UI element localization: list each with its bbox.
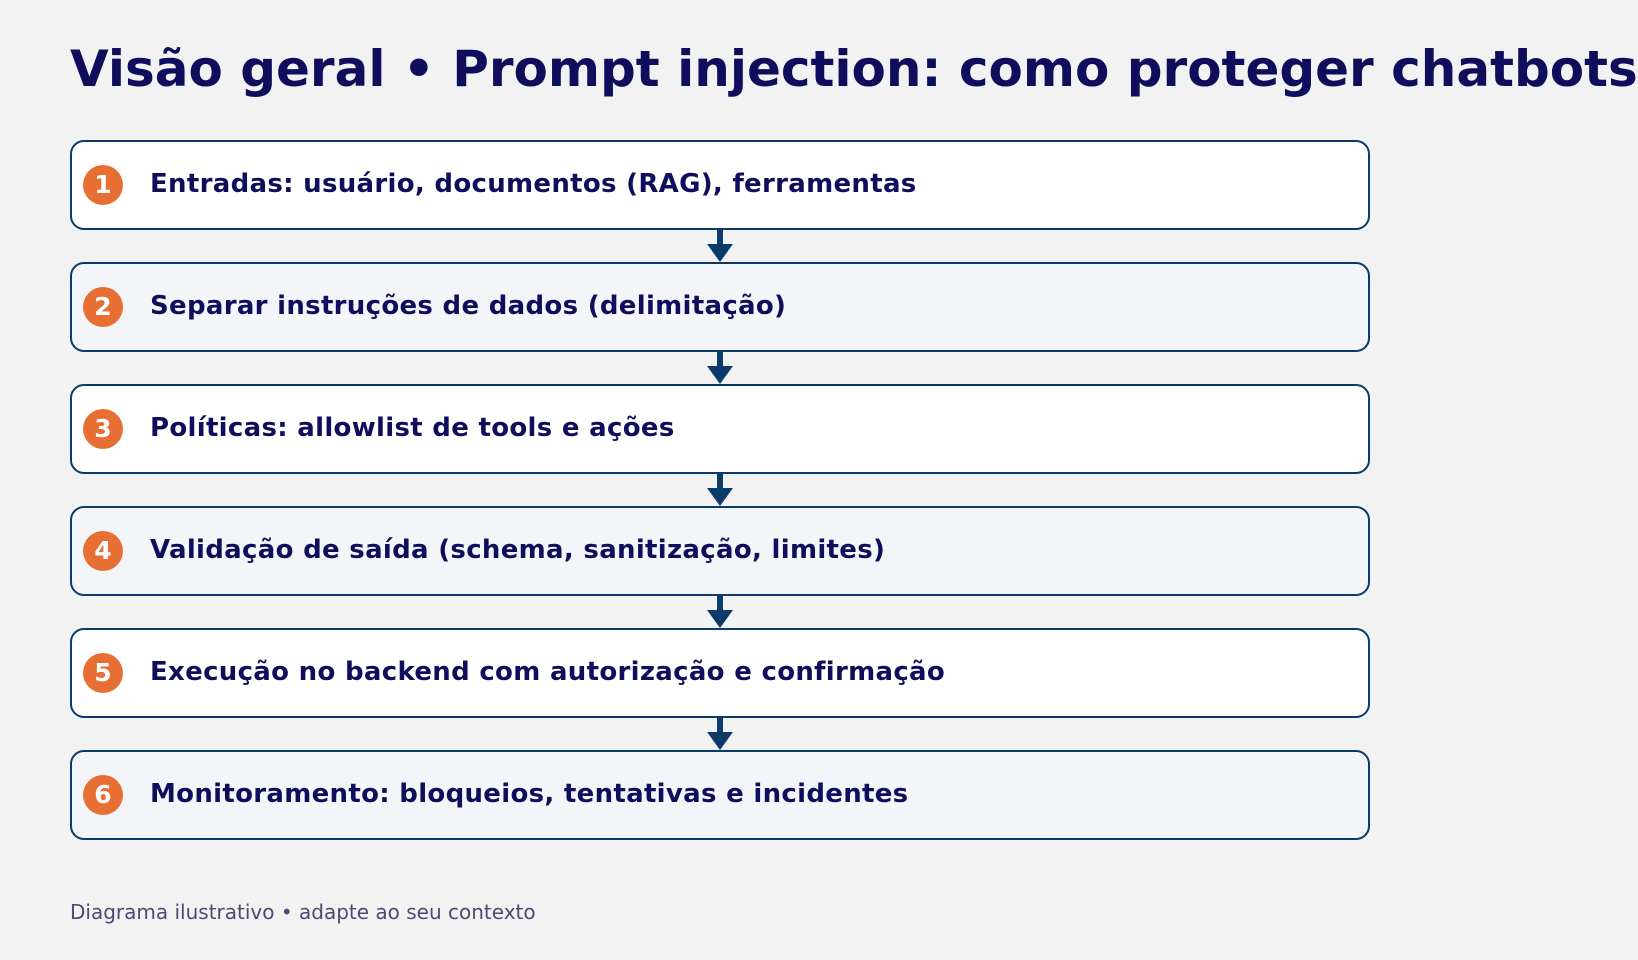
step-box-5 bbox=[70, 628, 1370, 718]
step-box-4 bbox=[70, 506, 1370, 596]
step-number-badge: 6 bbox=[83, 775, 123, 815]
step-number-badge: 1 bbox=[83, 165, 123, 205]
step-label: Execução no backend com autorização e confirmação bbox=[150, 657, 946, 687]
step-number-badge: 4 bbox=[83, 531, 123, 571]
step-number-badge: 3 bbox=[83, 409, 123, 449]
step-number-badge: 5 bbox=[83, 653, 123, 693]
page-title: Visão geral • Prompt injection: como proteger chatbots bbox=[70, 40, 1638, 98]
step-label: Separar instruções de dados (delimitação) bbox=[150, 291, 787, 321]
step-box-2 bbox=[70, 262, 1370, 352]
step-number-badge: 2 bbox=[83, 287, 123, 327]
down-arrow-icon bbox=[706, 230, 734, 264]
step-label: Monitoramento: bloqueios, tentativas e incidentes bbox=[150, 779, 909, 809]
step-box-1 bbox=[70, 140, 1370, 230]
step-label: Políticas: allowlist de tools e ações bbox=[150, 413, 675, 443]
down-arrow-icon bbox=[706, 474, 734, 508]
step-label: Entradas: usuário, documentos (RAG), ferramentas bbox=[150, 169, 917, 199]
down-arrow-icon bbox=[706, 352, 734, 386]
step-label: Validação de saída (schema, sanitização, limites) bbox=[150, 535, 886, 565]
step-box-6 bbox=[70, 750, 1370, 840]
down-arrow-icon bbox=[706, 596, 734, 630]
step-box-3 bbox=[70, 384, 1370, 474]
footnote: Diagrama ilustrativo • adapte ao seu contexto bbox=[70, 900, 536, 924]
down-arrow-icon bbox=[706, 718, 734, 752]
